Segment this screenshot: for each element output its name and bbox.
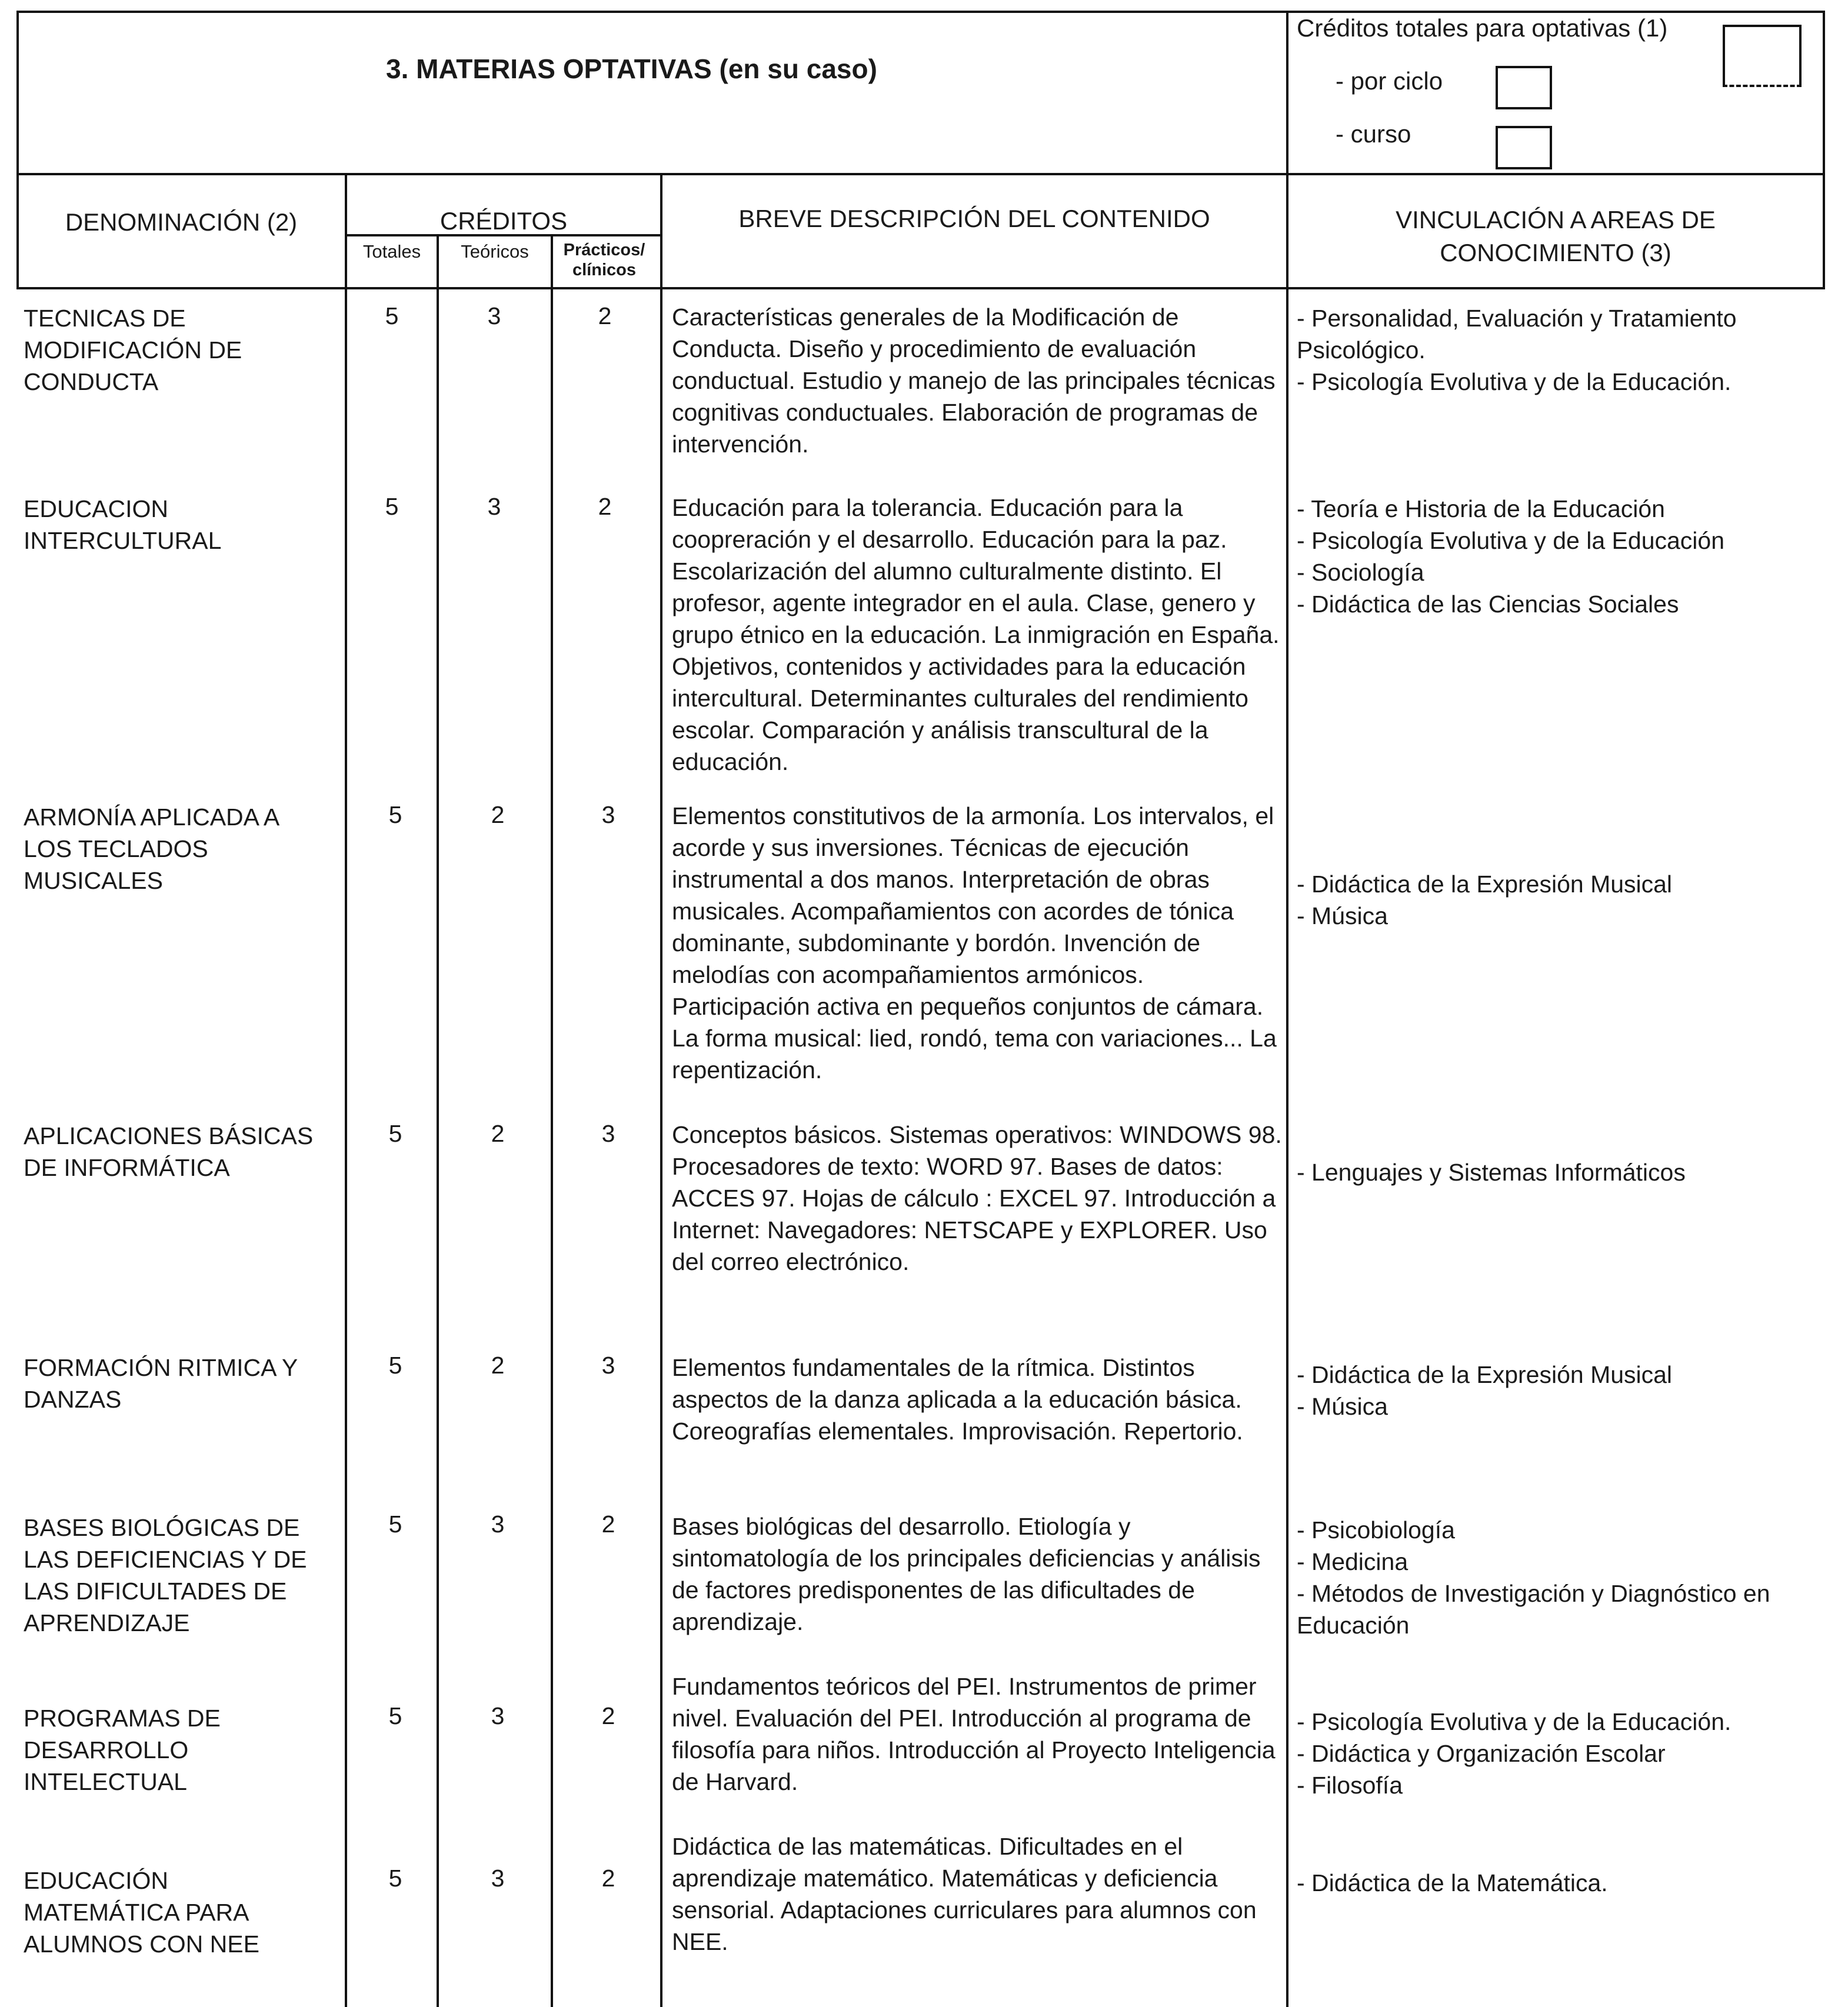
row-teoricos: 3 — [491, 1865, 505, 1892]
credits-total-box[interactable] — [1723, 25, 1802, 87]
row-totales: 5 — [388, 1511, 402, 1538]
row-name: EDUCACIÓN MATEMÁTICA PARA ALUMNOS CON NEE — [24, 1867, 259, 1958]
row-description: Fundamentos teóricos del PEI. Instrumentos de primer nivel. Evaluación del PEI. Introducción al programa de filosofía para niños. Introducción al Proyecto Inteligencia de Harvard. — [672, 1673, 1276, 1795]
col-divider-areas — [1286, 11, 1288, 2007]
row-teoricos: 2 — [491, 1120, 505, 1147]
area-item: - Didáctica de la Expresión Musical — [1297, 1361, 1673, 1388]
row-name: ARMONÍA APLICADA A LOS TECLADOS MUSICALES — [24, 804, 278, 894]
row-teoricos: 2 — [491, 1352, 505, 1379]
row-practicos: 2 — [598, 302, 612, 329]
area-item: - Personalidad, Evaluación y Tratamiento Psicológico. — [1297, 305, 1737, 364]
col-divider-credits — [345, 173, 347, 2007]
row-totales: 5 — [388, 801, 402, 828]
row-practicos: 3 — [601, 801, 615, 828]
row-name: BASES BIOLÓGICAS DE LAS DEFICIENCIAS Y DE LAS DIFICULTADES DE APRENDIZAJE — [24, 1514, 307, 1636]
table-border-top — [16, 11, 1825, 13]
area-item: - Sociología — [1297, 559, 1424, 586]
per-cycle-box[interactable] — [1496, 66, 1552, 109]
area-item: - Filosofía — [1297, 1772, 1403, 1799]
area-item: - Didáctica de la Matemática. — [1297, 1869, 1608, 1896]
col-header-teoricos: Teóricos — [461, 241, 529, 262]
area-item: - Didáctica de las Ciencias Sociales — [1297, 591, 1679, 618]
row-totales: 5 — [388, 1865, 402, 1892]
row-totales: 5 — [388, 1120, 402, 1147]
area-item: - Música — [1297, 902, 1388, 929]
row-teoricos: 3 — [491, 1511, 505, 1538]
row-teoricos: 3 — [487, 302, 501, 329]
section-header-divider — [16, 173, 1825, 175]
row-name: APLICACIONES BÁSICAS DE INFORMÁTICA — [24, 1122, 314, 1181]
row-areas — [1297, 1867, 1814, 1899]
col-header-denominacion: DENOMINACIÓN (2) — [65, 208, 298, 236]
row-description: Didáctica de las matemáticas. Dificultades en el aprendizaje matemático. Matemáticas y deficiencia sensorial. Adaptaciones curriculares para alumnos con NEE. — [672, 1833, 1257, 1955]
section-title: 3. MATERIAS OPTATIVAS (en su caso) — [386, 54, 877, 84]
row-areas — [1297, 1156, 1814, 1188]
row-practicos: 2 — [601, 1511, 615, 1538]
row-practicos: 3 — [601, 1120, 615, 1147]
area-item: - Métodos de Investigación y Diagnóstico en Educación — [1297, 1580, 1770, 1639]
area-item: - Lenguajes y Sistemas Informáticos — [1297, 1159, 1686, 1186]
col-header-vinculacion-l1: VINCULACIÓN A AREAS DE — [1396, 206, 1716, 234]
col-header-practicos: Prácticos/ clínicos — [563, 241, 645, 279]
area-item: - Psicología Evolutiva y de la Educación. — [1297, 368, 1732, 395]
row-totales: 5 — [385, 302, 399, 329]
area-item: - Didáctica de la Expresión Musical — [1297, 871, 1673, 898]
course-label: - curso — [1336, 120, 1411, 148]
column-header-divider — [16, 287, 1825, 289]
area-item: - Psicobiología — [1297, 1516, 1455, 1543]
row-teoricos: 3 — [487, 493, 501, 520]
row-description: Elementos constitutivos de la armonía. Los intervalos, el acorde y sus inversiones. Técnicas de ejecución instrumental a dos manos. Interpretación de obras musicales. Acompañamientos con acordes de tónica dominante, subdominante y bordón. Invención de melodías con acompañamientos armónicos. Participación activa en pequeños conjuntos de cámara. La forma musical: lied, rondó, tema con variaciones... La repentización. — [672, 802, 1277, 1083]
row-description: Características generales de la Modificación de Conducta. Diseño y procedimiento de evaluación conductual. Estudio y manejo de las principales técnicas cognitivas conductuales. Elaboración de programas de intervención. — [672, 304, 1276, 458]
credits-total-label: Créditos totales para optativas (1) — [1297, 14, 1668, 42]
col-header-totales: Totales — [362, 241, 421, 262]
row-description: Elementos fundamentales de la rítmica. Distintos aspectos de la danza aplicada a la educación básica. Coreografías elementales. Improvisación. Repertorio. — [672, 1354, 1243, 1445]
per-cycle-label: - por ciclo — [1336, 67, 1443, 95]
row-areas — [1297, 493, 1814, 620]
row-name: EDUCACION INTERCULTURAL — [24, 495, 222, 554]
area-item: - Psicología Evolutiva y de la Educación — [1297, 527, 1725, 554]
course-box[interactable] — [1496, 126, 1552, 169]
area-item: - Música — [1297, 1393, 1388, 1420]
col-divider-teoricos — [551, 234, 553, 2007]
row-teoricos: 3 — [491, 1702, 505, 1729]
row-description: Conceptos básicos. Sistemas operativos: WINDOWS 98. Procesadores de texto: WORD 97. Bases de datos: ACCES 97. Hojas de cálculo : EXCEL 97. Introducción a Internet: Navegadores: NETSCAPE y EXPLORER. Uso del correo electrónico. — [672, 1121, 1282, 1275]
row-name: PROGRAMAS DE DESARROLLO INTELECTUAL — [24, 1705, 221, 1795]
col-header-vinculacion-l2: CONOCIMIENTO (3) — [1440, 239, 1671, 266]
row-totales: 5 — [388, 1702, 402, 1729]
col-header-descripcion: BREVE DESCRIPCIÓN DEL CONTENIDO — [738, 205, 1210, 232]
row-description: Bases biológicas del desarrollo. Etiología y sintomatología de los principales deficiencias y análisis de factores predisponentes de las dificultades de aprendizaje. — [672, 1513, 1261, 1635]
row-totales: 5 — [385, 493, 399, 520]
row-name: FORMACIÓN RITMICA Y DANZAS — [24, 1354, 298, 1413]
area-item: - Didáctica y Organización Escolar — [1297, 1740, 1666, 1767]
area-item: - Medicina — [1297, 1548, 1409, 1575]
row-areas — [1297, 868, 1814, 932]
col-header-creditos: CRÉDITOS — [439, 207, 568, 235]
row-areas — [1297, 1514, 1814, 1641]
row-practicos: 2 — [601, 1702, 615, 1729]
row-practicos: 2 — [598, 493, 612, 520]
row-teoricos: 2 — [491, 801, 505, 828]
row-areas — [1297, 302, 1814, 398]
table-border-right — [1823, 11, 1825, 287]
area-item: - Psicología Evolutiva y de la Educación. — [1297, 1708, 1732, 1735]
row-description: Educación para la tolerancia. Educación para la coopreración y el desarrollo. Educación para la paz. Escolarización del alumno culturalmente distinto. El profesor, agente integrador en el aula. Clase, genero y grupo étnico en la educación. La inmigración en España. Objetivos, contenidos y actividades para la educación intercultural. Determinantes culturales del rendimiento escolar. Comparación y análisis transcultural de la educación. — [672, 494, 1280, 775]
area-item: - Teoría e Historia de la Educación — [1297, 495, 1665, 522]
row-totales: 5 — [388, 1352, 402, 1379]
row-name: TECNICAS DE MODIFICACIÓN DE CONDUCTA — [24, 305, 242, 395]
row-areas — [1297, 1706, 1814, 1801]
table-border-left — [16, 11, 19, 287]
row-practicos: 3 — [601, 1352, 615, 1379]
col-divider-description — [660, 173, 662, 2007]
row-areas — [1297, 1359, 1814, 1422]
row-practicos: 2 — [601, 1865, 615, 1892]
col-divider-totales — [437, 234, 439, 2007]
